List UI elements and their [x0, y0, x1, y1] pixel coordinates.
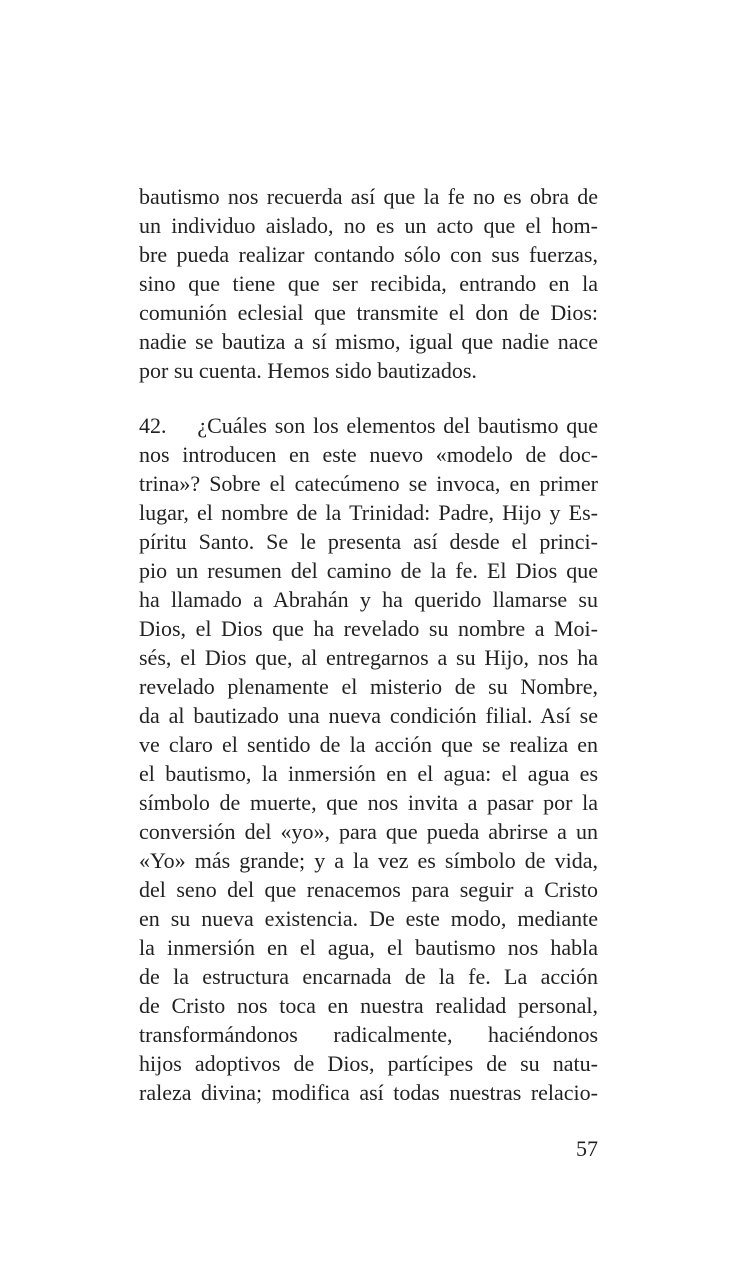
- paragraph-continuation: [139, 182, 598, 385]
- text-line: transformándonos radicalmente, haciéndonos: [139, 1022, 598, 1047]
- text-line: da al bautizado una nueva condición filial. Así se: [139, 703, 598, 728]
- text-line: ha llamado a Abrahán y ha querido llamarse su: [139, 587, 598, 612]
- text-line: ve claro el sentido de la acción que se realiza en: [139, 732, 598, 757]
- text-line: bautismo nos recuerda así que la fe no es obra de: [139, 184, 598, 209]
- text-line: píritu Santo. Se le presenta así desde el princi-: [139, 529, 598, 554]
- text-line: el bautismo, la inmersión en el agua: el agua es: [139, 761, 598, 786]
- text-line: bre pueda realizar contando sólo con sus fuerzas,: [139, 242, 598, 267]
- text-line: la inmersión en el agua, el bautismo nos habla: [139, 935, 598, 960]
- text-line: un individuo aislado, no es un acto que el hom-: [139, 213, 598, 238]
- text-line: por su cuenta. Hemos sido bautizados.: [139, 358, 477, 383]
- text-line: conversión del «yo», para que pueda abrirse a un: [139, 819, 598, 844]
- text-line: de la estructura encarnada de la fe. La acción: [139, 964, 598, 989]
- paragraph-42: [139, 411, 598, 1107]
- text-line: de Cristo nos toca en nuestra realidad personal,: [139, 993, 598, 1018]
- text-line: nos introducen en este nuevo «modelo de doc-: [139, 442, 598, 467]
- page-number: 57: [576, 1136, 598, 1161]
- text-line: del seno del que renacemos para seguir a Cristo: [139, 877, 598, 902]
- text-line: raleza divina; modifica así todas nuestras relacio-: [139, 1080, 598, 1105]
- text-line: revelado plenamente el misterio de su Nombre,: [139, 674, 598, 699]
- text-line: sino que tiene que ser recibida, entrando en la: [139, 271, 598, 296]
- text-line: lugar, el nombre de la Trinidad: Padre, Hijo y Es-: [139, 500, 598, 525]
- text-line: hijos adoptivos de Dios, partícipes de su natu-: [139, 1051, 598, 1076]
- text-line: sés, el Dios que, al entregarnos a su Hijo, nos ha: [139, 645, 598, 670]
- text-line: Dios, el Dios que ha revelado su nombre a Moi-: [139, 616, 598, 641]
- text-line: pio un resumen del camino de la fe. El Dios que: [139, 558, 598, 583]
- text-line: nadie se bautiza a sí mismo, igual que nadie nace: [139, 329, 598, 354]
- text-line: en su nueva existencia. De este modo, mediante: [139, 906, 598, 931]
- text-line: símbolo de muerte, que nos invita a pasar por la: [139, 790, 598, 815]
- text-line: 42. ¿Cuáles son los elementos del bautismo que: [139, 413, 598, 438]
- text-line: trina»? Sobre el catecúmeno se invoca, en primer: [139, 471, 598, 496]
- text-line: «Yo» más grande; y a la vez es símbolo de vida,: [139, 848, 598, 873]
- text-line: comunión eclesial que transmite el don de Dios:: [139, 300, 598, 325]
